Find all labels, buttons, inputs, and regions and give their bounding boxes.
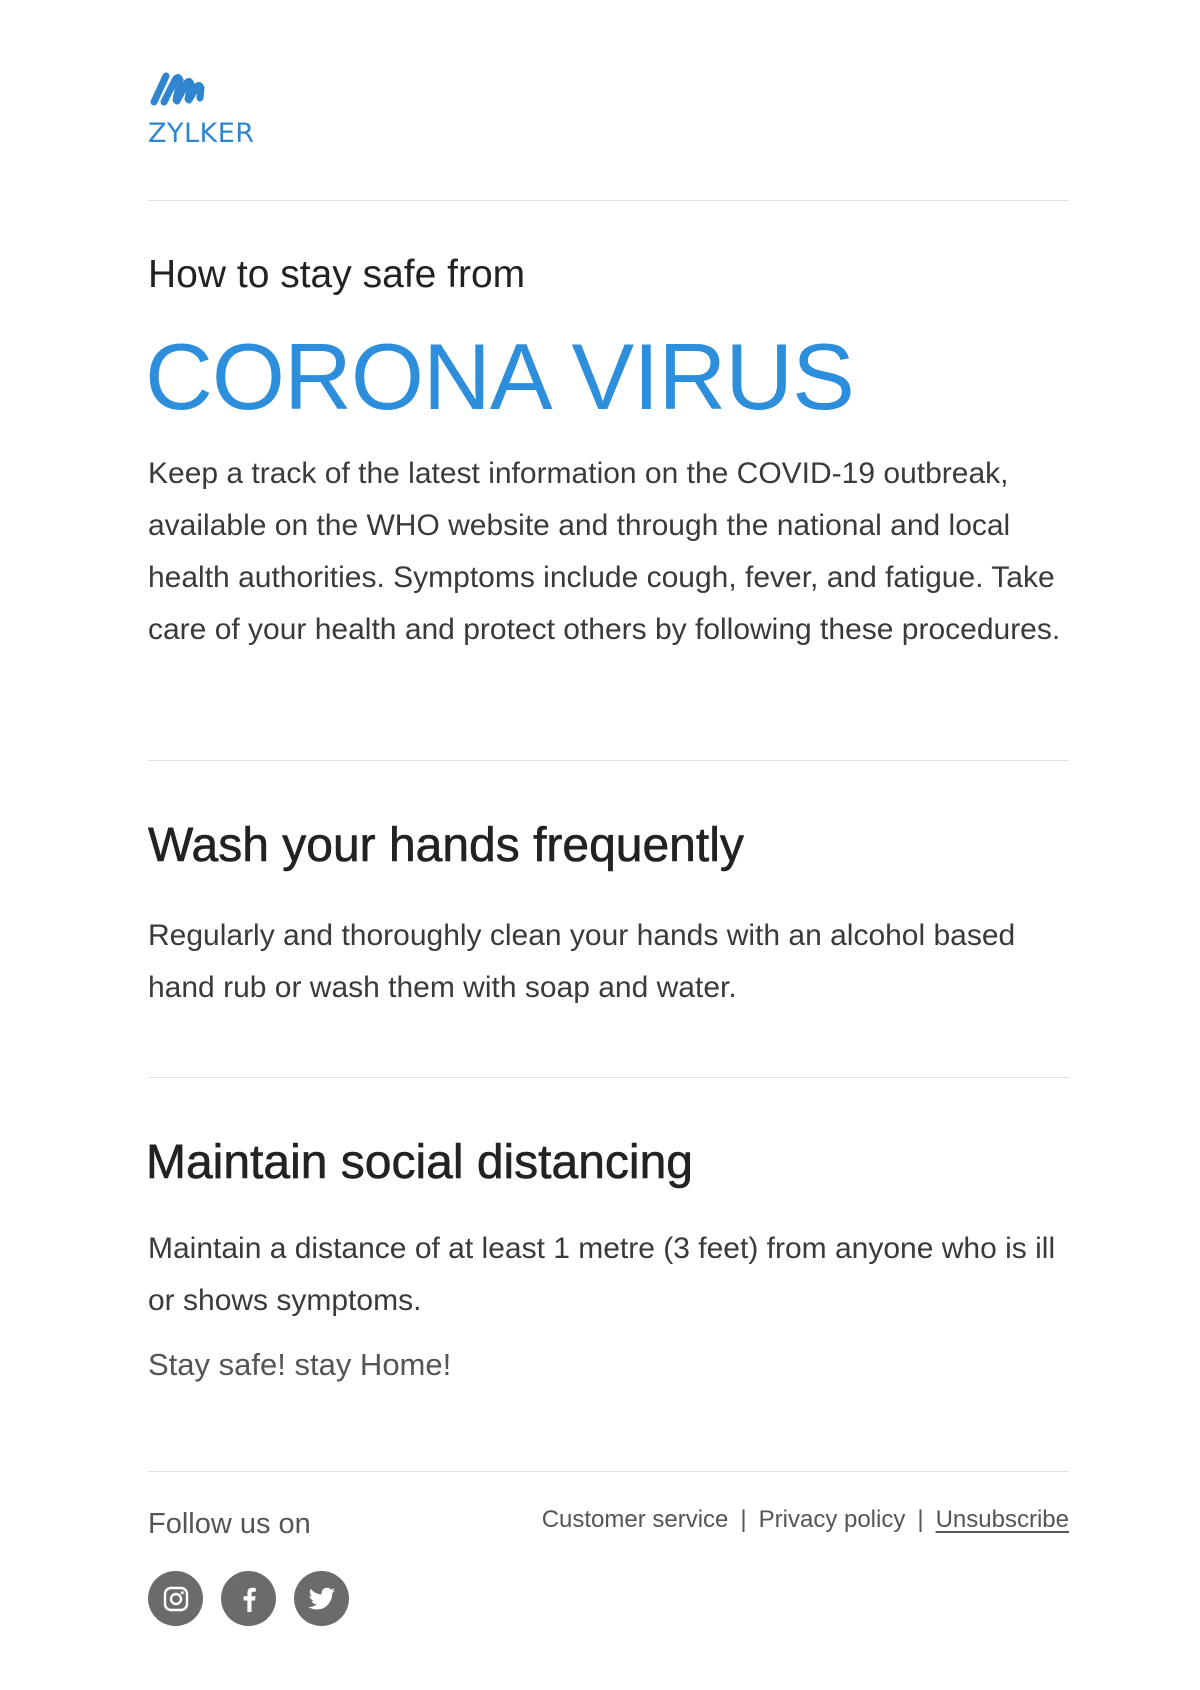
signoff-text: Stay safe! stay Home! [148, 1347, 452, 1382]
facebook-icon [241, 1586, 257, 1612]
section-body-wash-hands: Regularly and thoroughly clean your hands with an alcohol based hand rub or wash them with soap and water. [148, 919, 1016, 1004]
privacy-policy-link[interactable]: Privacy policy [758, 1506, 906, 1533]
customer-service-link[interactable]: Customer service [541, 1506, 729, 1533]
section-title-wash-hands: Wash your hands frequently [148, 819, 744, 872]
hero-title: CORONA VIRUS [145, 324, 854, 429]
twitter-icon [308, 1587, 336, 1611]
unsubscribe-link[interactable]: Unsubscribe [935, 1506, 1069, 1533]
brand-name: ZYLKER [148, 118, 255, 149]
link-separator: | [740, 1506, 747, 1533]
intro-paragraph: Keep a track of the latest information on the COVID-19 outbreak, available on the WHO website and through the national and local health authorities. Symptoms include cough, fever, and fatigue. Take care of your health and protect others by following these procedures. [148, 457, 1061, 646]
divider [148, 1471, 1069, 1472]
section-body-social-distancing: Maintain a distance of at least 1 metre (3 feet) from anyone who is ill or shows symptoms. [148, 1232, 1056, 1317]
hero-kicker: How to stay safe from [148, 253, 526, 296]
section-title-social-distancing: Maintain social distancing [146, 1136, 693, 1189]
zylker-logo-icon [148, 70, 208, 108]
link-separator: | [917, 1506, 924, 1533]
divider [148, 760, 1069, 761]
facebook-button[interactable] [221, 1571, 276, 1626]
social-links [148, 1571, 349, 1626]
divider [148, 1077, 1069, 1078]
follow-us-label: Follow us on [148, 1508, 311, 1540]
brand-logo[interactable] [148, 70, 258, 150]
divider [148, 200, 1069, 201]
instagram-button[interactable] [148, 1571, 203, 1626]
instagram-icon [163, 1586, 189, 1612]
twitter-button[interactable] [294, 1571, 349, 1626]
footer-links [542, 1506, 1069, 1534]
